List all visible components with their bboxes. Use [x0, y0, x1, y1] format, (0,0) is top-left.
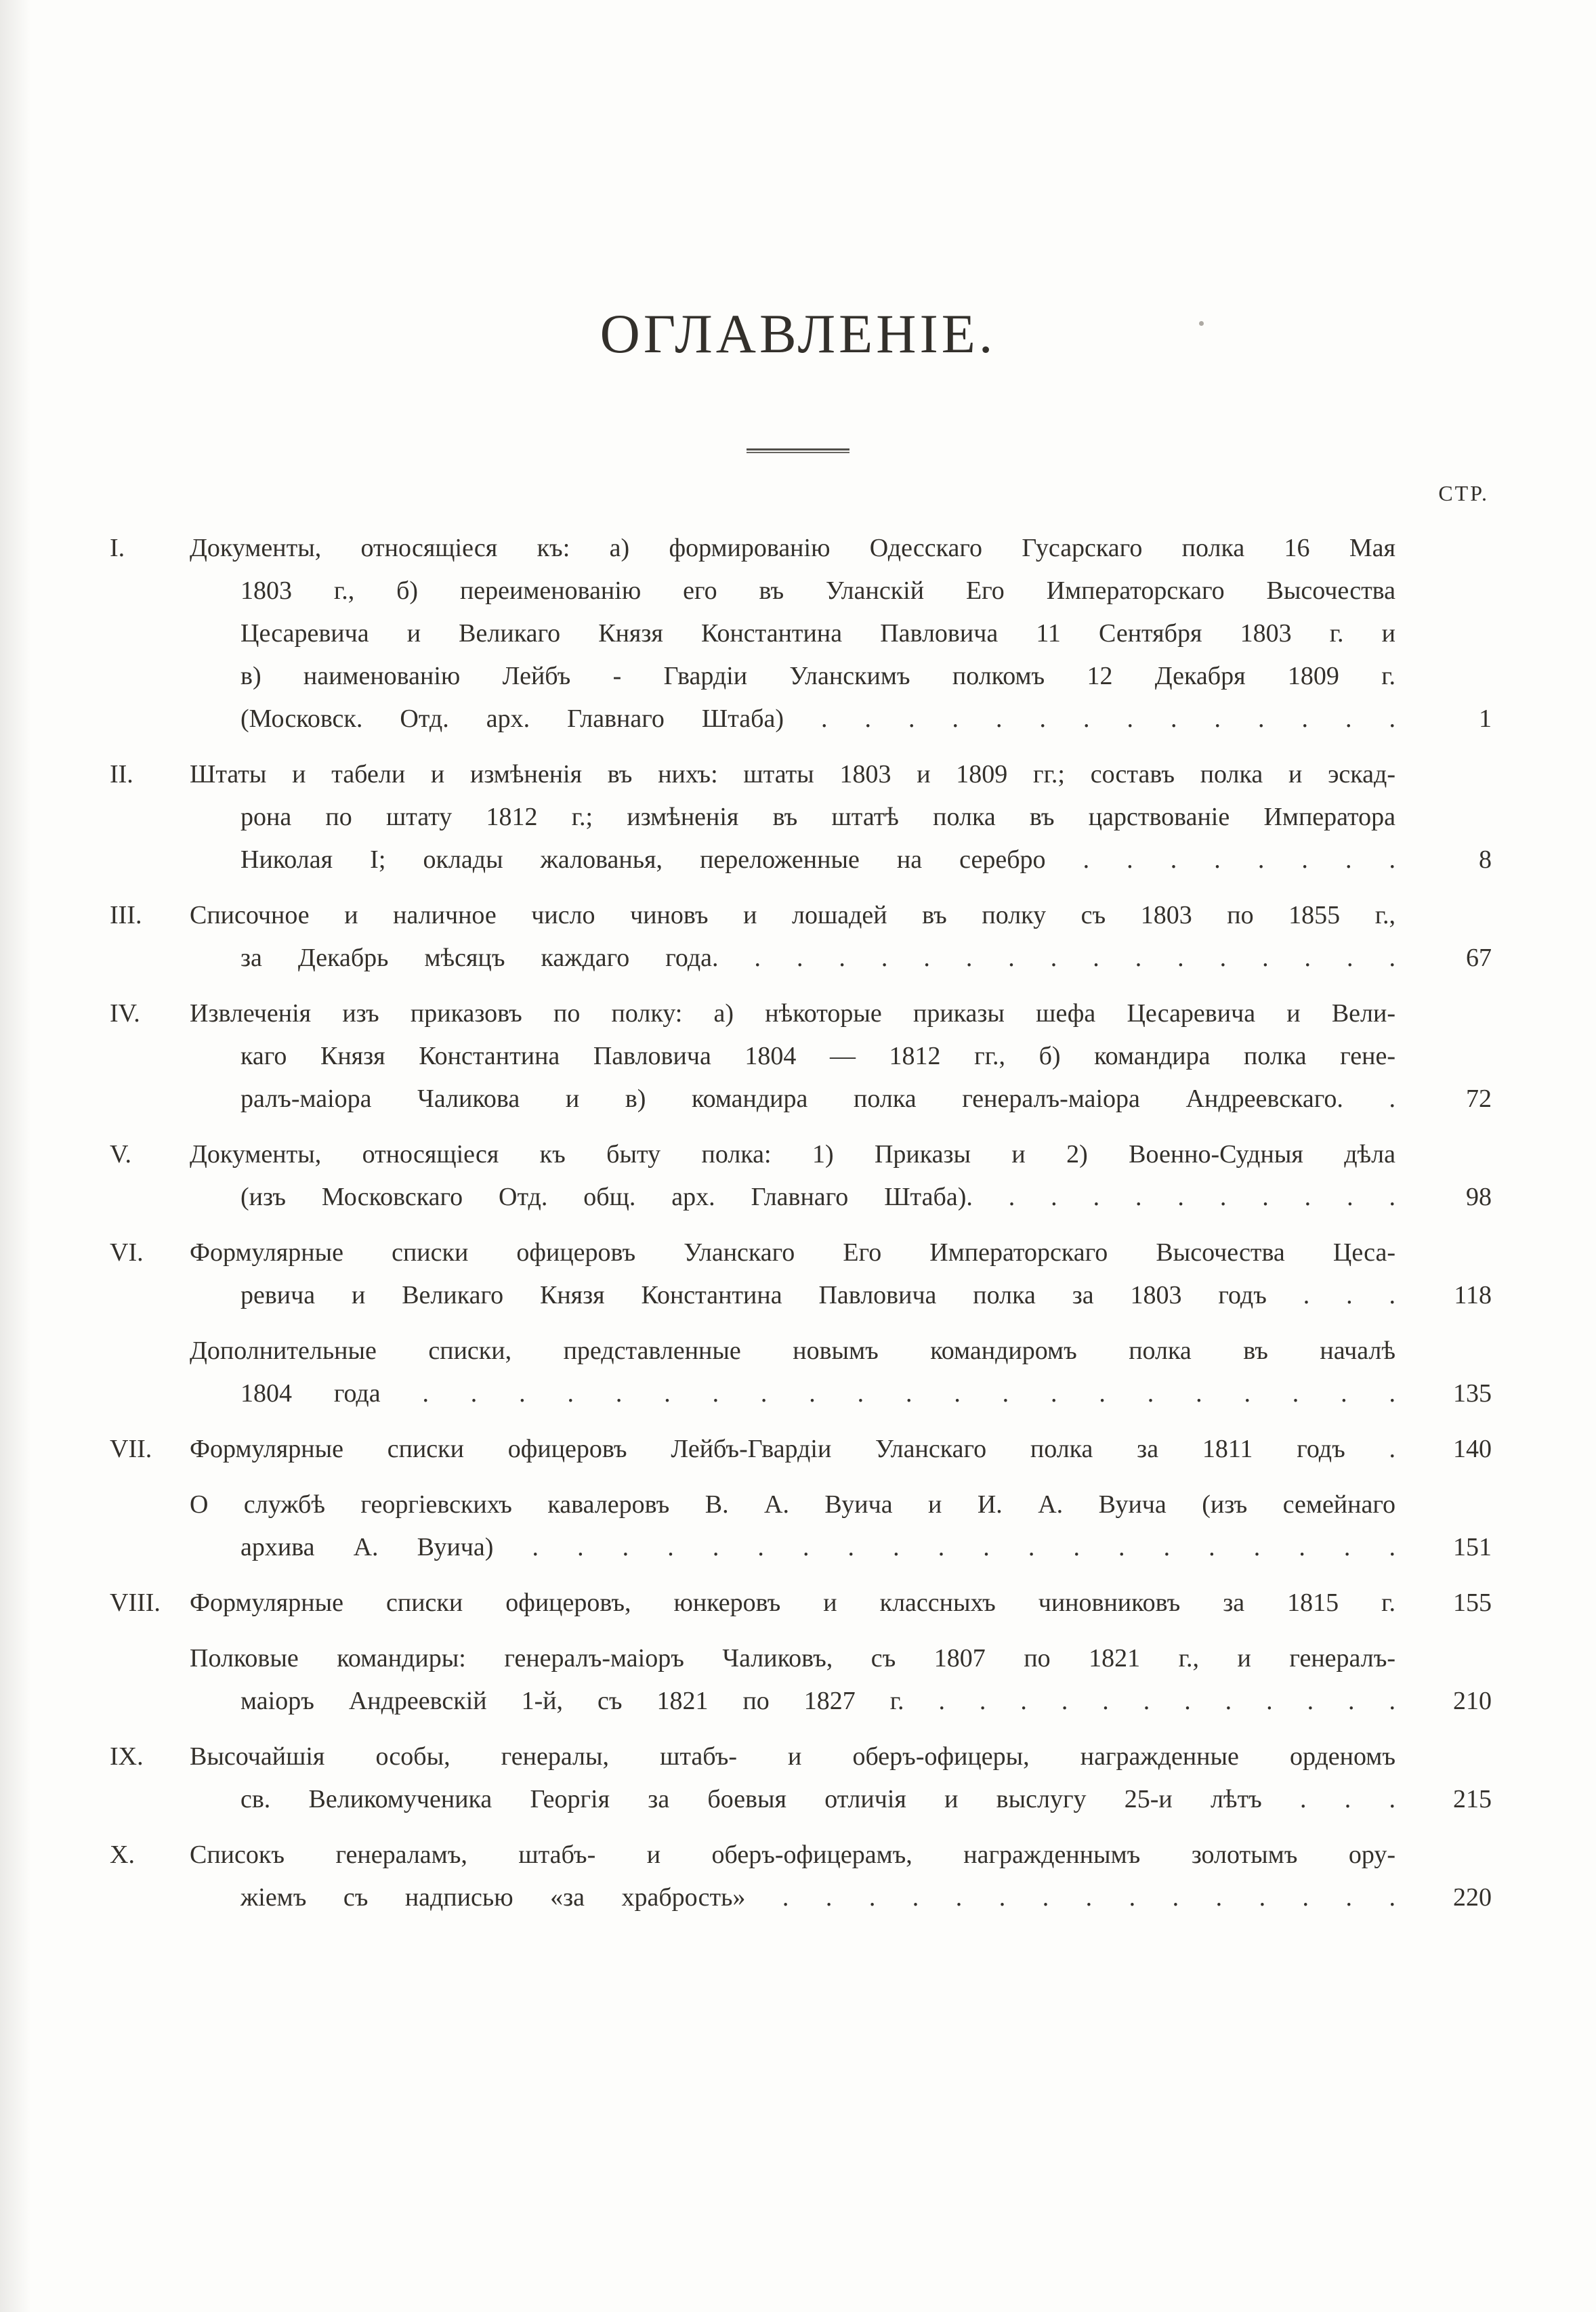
toc-line: св. Великомученика Георгія за боевыя отличія и выслугу 25-и лѣтъ . . . [240, 1785, 1395, 1813]
entry-text [190, 992, 1395, 1120]
page-title: ОГЛАВЛЕНІЕ. [600, 303, 996, 364]
entry-text [190, 1637, 1395, 1723]
entry-page-number: 155 [1453, 1589, 1492, 1617]
toc-line: ревича и Великаго Князя Константина Павловича полка за 1803 годъ . . . [240, 1281, 1395, 1309]
entry-text [190, 1330, 1395, 1415]
entry-numeral: V. [110, 1140, 132, 1169]
toc-entry [110, 1834, 1492, 1919]
toc-line: Дополнительные списки, представленные новымъ командиромъ полка въ началѣ [190, 1337, 1395, 1365]
toc-list [110, 527, 1492, 1919]
entry-text [190, 1232, 1395, 1317]
toc-line: архива А. Вуича) . . . . . . . . . . . . . . . . . . . . [240, 1533, 1395, 1561]
entry-page-number: 1 [1479, 705, 1492, 733]
toc-line: рона по штату 1812 г.; измѣненія въ штатѣ полка въ царствованіе Императора [240, 803, 1395, 831]
toc-entry [110, 1637, 1492, 1723]
toc-line: Извлеченія изъ приказовъ по полку: а) нѣкоторые приказы шефа Цесаревича и Вели- [190, 999, 1395, 1028]
toc-line: Николая I; оклады жалованья, переложенные на серебро . . . . . . . . [240, 845, 1395, 874]
entry-numeral: IV. [110, 999, 140, 1028]
toc-line: Формулярные списки офицеровъ Лейбъ-Гвардіи Уланскаго полка за 1811 годъ . [190, 1435, 1395, 1463]
entry-numeral [110, 1637, 190, 1723]
entry-page-number: 220 [1453, 1883, 1492, 1912]
toc-entry [110, 1428, 1492, 1471]
entry-text [190, 1834, 1395, 1919]
entry-text [190, 753, 1395, 881]
entry-page-number: 67 [1466, 944, 1492, 972]
entry-text [190, 894, 1395, 980]
toc-line: в) наименованію Лейбъ - Гвардіи Уланскимъ полкомъ 12 Декабря 1809 г. [240, 662, 1395, 690]
toc-line: маіоръ Андреевскій 1-й, съ 1821 по 1827 г. . . . . . . . . . . . . [240, 1687, 1395, 1715]
entry-text [190, 1736, 1395, 1821]
entry-page-number: 135 [1453, 1379, 1492, 1408]
entry-numeral: X. [110, 1841, 135, 1869]
entry-numeral [110, 1484, 190, 1569]
toc-entry [110, 753, 1492, 881]
toc-line: 1803 г., б) переименованію его въ Уланскій Его Императорскаго Высочества [240, 576, 1395, 605]
toc-entry [110, 1232, 1492, 1317]
entry-text [190, 1582, 1395, 1624]
toc-entry [110, 1133, 1492, 1219]
toc-line: Высочайшія особы, генералы, штабъ- и оберъ-офицеры, награжденные орденомъ [190, 1742, 1395, 1771]
entry-text [190, 527, 1395, 740]
toc-line: каго Князя Константина Павловича 1804 — 1812 гг., б) командира полка гене- [240, 1042, 1395, 1070]
toc-entry [110, 1484, 1492, 1569]
entry-page-number: 118 [1454, 1281, 1492, 1309]
entry-numeral: VII. [110, 1435, 152, 1463]
toc-line: Списокъ генераламъ, штабъ- и оберъ-офицерамъ, награжденнымъ золотымъ ору- [190, 1841, 1395, 1869]
table-of-contents [110, 480, 1492, 1932]
toc-line: жіемъ съ надписью «за храбрость» . . . . . . . . . . . . . . . [240, 1883, 1395, 1912]
toc-entry [110, 527, 1492, 740]
toc-entry [110, 1736, 1492, 1821]
toc-line: Цесаревича и Великаго Князя Константина Павловича 11 Сентября 1803 г. и [240, 619, 1395, 648]
entry-page-number: 215 [1453, 1785, 1492, 1813]
toc-line: Формулярные списки офицеровъ Уланскаго Его Императорскаго Высочества Цеса- [190, 1238, 1395, 1267]
toc-line: Полковые командиры: генералъ-маіоръ Чаликовъ, съ 1807 по 1821 г., и генералъ- [190, 1644, 1395, 1673]
toc-line: Штаты и табели и измѣненія въ нихъ: штаты 1803 и 1809 гг.; составъ полка и эскад- [190, 760, 1395, 789]
entry-numeral: VI. [110, 1238, 144, 1267]
toc-line: (изъ Московскаго Отд. общ. арх. Главнаго Штаба). . . . . . . . . . . [240, 1183, 1395, 1211]
toc-entry [110, 894, 1492, 980]
entry-numeral: IX. [110, 1742, 144, 1771]
entry-page-number: 210 [1453, 1687, 1492, 1715]
toc-line: Списочное и наличное число чиновъ и лошадей въ полку съ 1803 по 1855 г., [190, 901, 1395, 929]
toc-line: О службѣ георгіевскихъ кавалеровъ В. А. Вуича и И. А. Вуича (изъ семейнаго [190, 1490, 1395, 1519]
entry-page-number: 140 [1453, 1435, 1492, 1463]
entry-text [190, 1133, 1395, 1219]
entry-page-number: 151 [1453, 1533, 1492, 1561]
page-column-header: СТР. [1438, 481, 1489, 505]
entry-page-number: 72 [1466, 1085, 1492, 1113]
toc-entry [110, 992, 1492, 1120]
toc-line: Документы, относящіеся къ: а) формированію Одесскаго Гусарскаго полка 16 Мая [190, 534, 1395, 562]
toc-line: Формулярные списки офицеровъ, юнкеровъ и классныхъ чиновниковъ за 1815 г. [190, 1589, 1395, 1617]
entry-numeral: I. [110, 534, 125, 562]
entry-numeral: II. [110, 760, 133, 789]
entry-text [190, 1428, 1395, 1471]
toc-line: за Декабрь мѣсяцъ каждаго года. . . . . . . . . . . . . . . . . [240, 944, 1395, 972]
toc-line: (Московск. Отд. арх. Главнаго Штаба) . . . . . . . . . . . . . . [240, 705, 1395, 733]
toc-line: ралъ-маіора Чаликова и в) командира полка генералъ-маіора Андреевскаго. . [240, 1085, 1395, 1113]
entry-numeral: VIII. [110, 1589, 161, 1617]
entry-page-number: 98 [1466, 1183, 1492, 1211]
toc-line: 1804 года . . . . . . . . . . . . . . . . . . . . . [240, 1379, 1395, 1408]
title-divider [747, 448, 849, 453]
entry-numeral: III. [110, 901, 142, 929]
entry-page-number: 8 [1479, 845, 1492, 874]
entry-numeral [110, 1330, 190, 1415]
toc-line: Документы, относящіеся къ быту полка: 1) Приказы и 2) Военно-Судныя дѣла [190, 1140, 1395, 1169]
toc-entry [110, 1582, 1492, 1624]
scan-speck [1199, 321, 1204, 326]
toc-entry [110, 1330, 1492, 1415]
entry-text [190, 1484, 1395, 1569]
